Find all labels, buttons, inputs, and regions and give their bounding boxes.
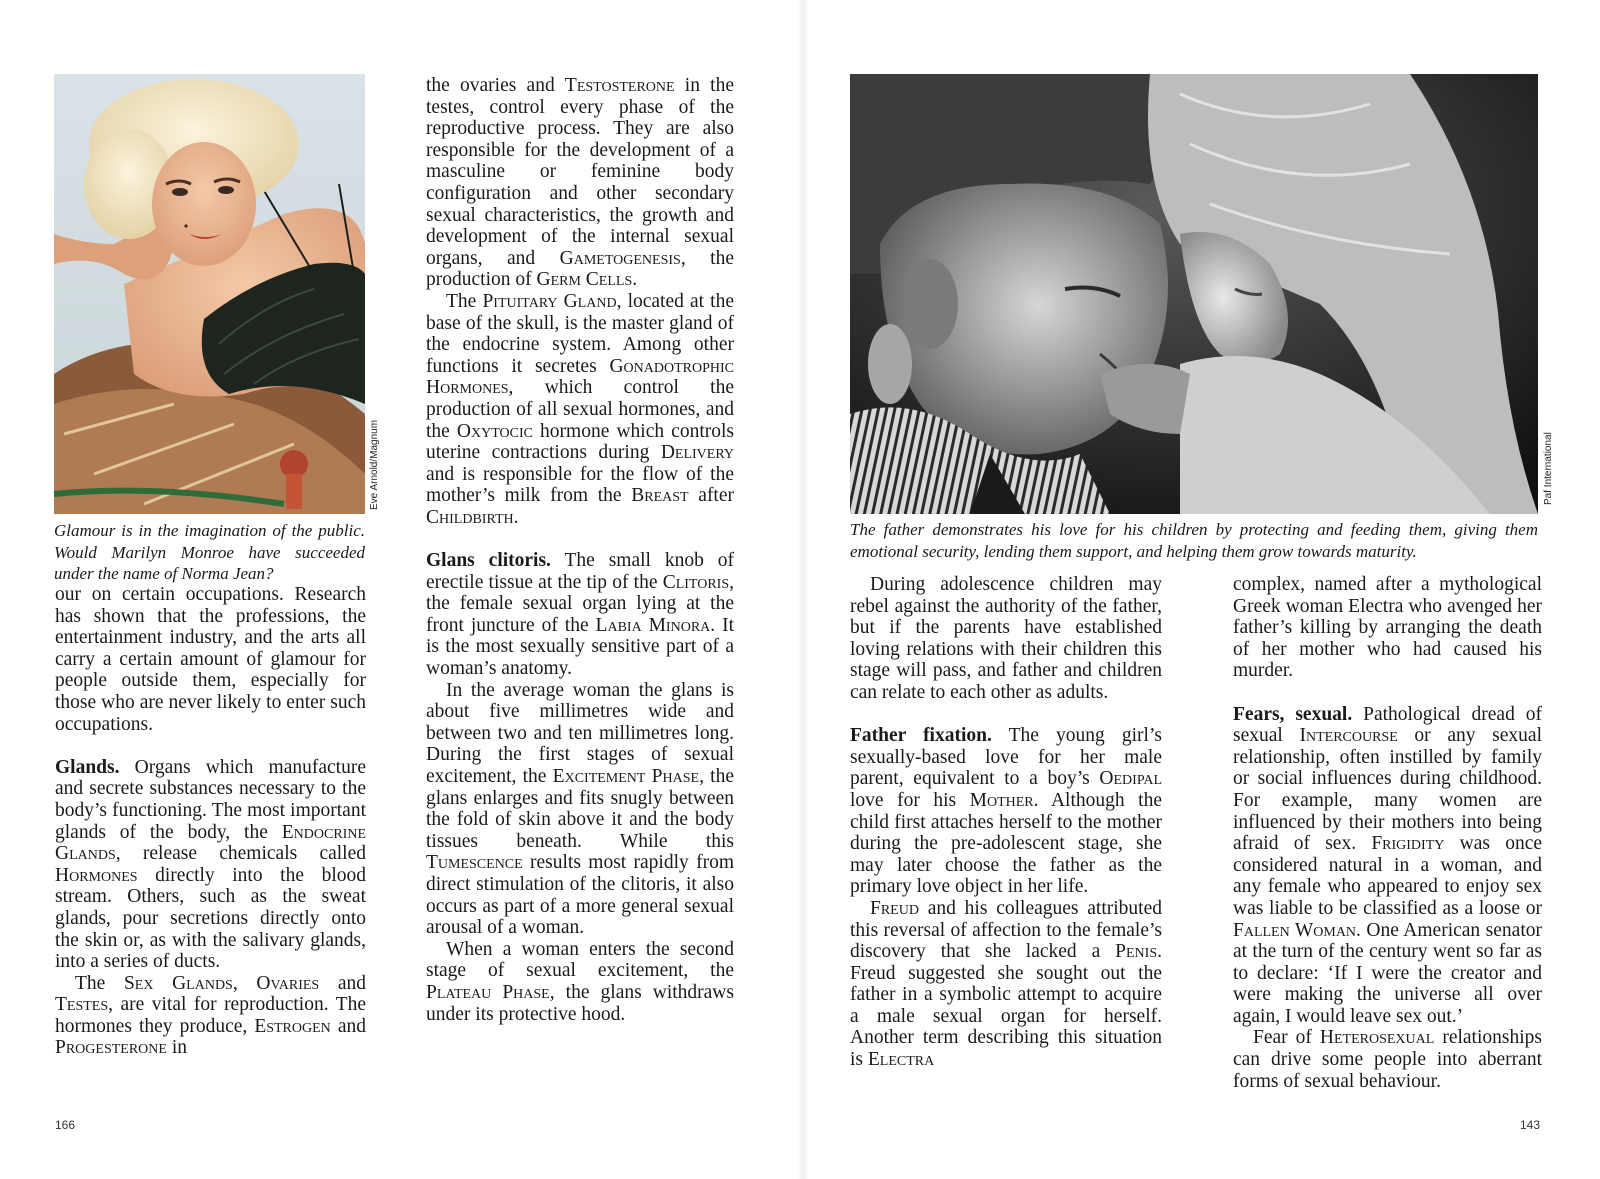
- cross-reference: Electra: [867, 1049, 935, 1071]
- electra-continuation: complex, named after a mythological Greek woman Electra who avenged her father’s killing by arranging the death of her mother who had caused his murder.: [1233, 574, 1542, 682]
- cross-reference: Delivery: [660, 442, 734, 464]
- paragraph-adolescence: During adolescence children may rebel against the authority of the father, but if the parents have established loving relations with their children this stage will pass, and father and children can relate to each other as adults.: [850, 574, 1162, 703]
- paragraph-freud: Freud and his colleagues attributed this reversal of affection to the female’s discovery that she lacked a Penis. Freud suggested she sought out the father in a symbolic attempt to acquire a male sexual organ for herself. Another term describing this situation is Electra: [850, 897, 1162, 1071]
- paragraph-average-woman: In the average woman the glans is about five millimetres wide and between two and ten millimetres long. During the first stages of sexual excitement, the Excitement Phase, the glans enlarges and fits snugly between the fold of skin above it and the body tissues beneath. While this Tumescence results most rapidly from direct stimulation of the clitoris, it also occurs as part of a more general sexual arousal of a woman.: [426, 679, 734, 939]
- father-daughter-photo: [850, 74, 1538, 514]
- column-3: [850, 574, 1162, 1071]
- cross-reference: Heterosexual: [1319, 1027, 1435, 1049]
- sex-glands-continuation: the ovaries and Testosterone in the testes, control every phase of the reproductive process. They are also responsible for the development of a masculine or feminine body configuration and other secondary sexual characteristics, the growth and development of the internal sexual organs, and Gametogenesis, the production of Germ Cells.: [426, 75, 734, 291]
- cross-reference: Gonadotrophic Hormones: [426, 355, 734, 399]
- paragraph-sex-glands: The Sex Glands, Ovaries and Testes, are vital for reproduction. The hormones they produce, Estrogen and Progesterone in: [55, 972, 367, 1059]
- entry-father-fixation: Father fixation. The young girl’s sexually-based love for her male parent, equivalent to a boy’s Oedipal love for his Mother. Although the child first attaches herself to the mother during the pre-adolescent stage, she may later choose the father as the primary love object in her life.: [850, 725, 1162, 898]
- father-caption: The father demonstrates his love for his children by protecting and feeding them, giving them emotional security, lending them support, and helping them grow towards maturity.: [850, 520, 1538, 561]
- entry-heading-father-fixation: Father fixation.: [850, 725, 992, 747]
- cross-reference: Oxytocic: [456, 420, 533, 442]
- glamour-entry-continuation: our on certain occupations. Research has shown that the professions, the entertainment industry, and the arts all carry a certain amount of glamour for people outside them, especially for those who are never likely to enter such occupations.: [55, 584, 366, 735]
- entry-heading-glands: Glands.: [55, 756, 120, 778]
- photo-credit-right: Paf International: [1543, 432, 1554, 505]
- cross-reference: Pituitary Gland: [482, 290, 617, 312]
- cross-reference: Mother: [969, 789, 1034, 811]
- cross-reference: Breast: [631, 485, 689, 507]
- cross-reference: Testosterone: [564, 75, 675, 96]
- cross-reference: Childbirth: [426, 506, 514, 528]
- cross-reference: Gametogenesis: [559, 247, 681, 269]
- photo-credit-left: Eve Arnold/Magnum: [369, 419, 380, 510]
- entry-glands: Glands. Organs which manufacture and secrete substances necessary to the body’s functioning. The most important glands of the body, the Endocrine Glands, release chemicals called Hormones directly into the blood stream. Others, such as the sweat glands, pour secretions directly onto the skin or, as with the salivary glands, into a series of ducts.: [55, 756, 366, 973]
- entry-heading-fears-sexual: Fears, sexual.: [1233, 703, 1353, 725]
- cross-reference: Plateau Phase: [426, 981, 550, 1003]
- cross-reference: Intercourse: [1299, 725, 1398, 747]
- entry-heading-glans-clitoris: Glans clitoris.: [426, 550, 551, 572]
- cross-reference: Tumescence: [426, 852, 523, 874]
- cross-reference: Progesterone: [55, 1037, 167, 1059]
- book-gutter: [797, 0, 809, 1179]
- marilyn-portrait-image: [54, 74, 365, 514]
- cross-reference: Germ Cells: [536, 269, 633, 291]
- page-number-left: 166: [55, 1118, 76, 1132]
- cross-reference: Ovaries: [256, 972, 320, 994]
- paragraph-fear-heterosexual: Fear of Heterosexual relationships can drive some people into aberrant forms of sexual behaviour.: [1233, 1027, 1542, 1092]
- cross-reference: Endocrine Glands: [55, 821, 366, 865]
- column-4: [1233, 574, 1542, 1092]
- entry-fears-sexual: Fears, sexual. Pathological dread of sexual Intercourse or any sexual relationship, often instilled by family or social influences during childhood. For example, many women are influenced by their mothers into being afraid of sex. Frigidity was once considered natural in a woman, and any female who appeared to enjoy sex was liable to be classified as a loose or Fallen Woman. One American senator at the turn of the century went so far as to declare: ‘If I were the creator and were making the universe all over again, I would leave sex out.’: [1233, 703, 1542, 1027]
- cross-reference: Estrogen: [254, 1015, 331, 1037]
- cross-reference: Frigidity: [1371, 833, 1445, 855]
- father-daughter-image: [850, 74, 1538, 514]
- entry-glans-clitoris: Glans clitoris. The small knob of erectile tissue at the tip of the Clitoris, the female sexual organ lying at the front juncture of the Labia Minora. It is the most sexually sensitive part of a woman’s anatomy.: [426, 550, 734, 680]
- paragraph-pituitary: The Pituitary Gland, located at the base of the skull, is the master gland of the endocrine system. Among other functions it secretes Gonadotrophic Hormones, which control the production of all sexual hormones, and the Oxytocic hormone which controls uterine contractions during Delivery and is responsible for the flow of the mother’s milk from the Breast after Childbirth.: [426, 290, 735, 528]
- column-1: [55, 584, 366, 1059]
- cross-reference: Sex Glands: [123, 972, 233, 994]
- page-number-right: 143: [1520, 1118, 1541, 1132]
- column-2: [426, 75, 734, 1025]
- glamour-caption: Glamour is in the imagination of the public. Would Marilyn Monroe have succeeded under the name of Norma Jean?: [54, 521, 365, 583]
- cross-reference: Freud: [870, 897, 919, 919]
- cross-reference: Excitement Phase: [552, 766, 700, 787]
- glamour-photo: [54, 74, 365, 514]
- cross-reference: Testes: [55, 994, 109, 1016]
- cross-reference: Fallen Woman: [1233, 919, 1357, 941]
- cross-reference: Oedipal: [1099, 768, 1162, 790]
- paragraph-plateau: When a woman enters the second stage of sexual excitement, the Plateau Phase, the glans withdraws under its protective hood.: [426, 938, 734, 1025]
- cross-reference: Hormones: [55, 864, 138, 886]
- cross-reference: Clitoris: [662, 571, 730, 593]
- cross-reference: Penis: [1115, 941, 1158, 963]
- cross-reference: Labia Minora: [595, 614, 711, 636]
